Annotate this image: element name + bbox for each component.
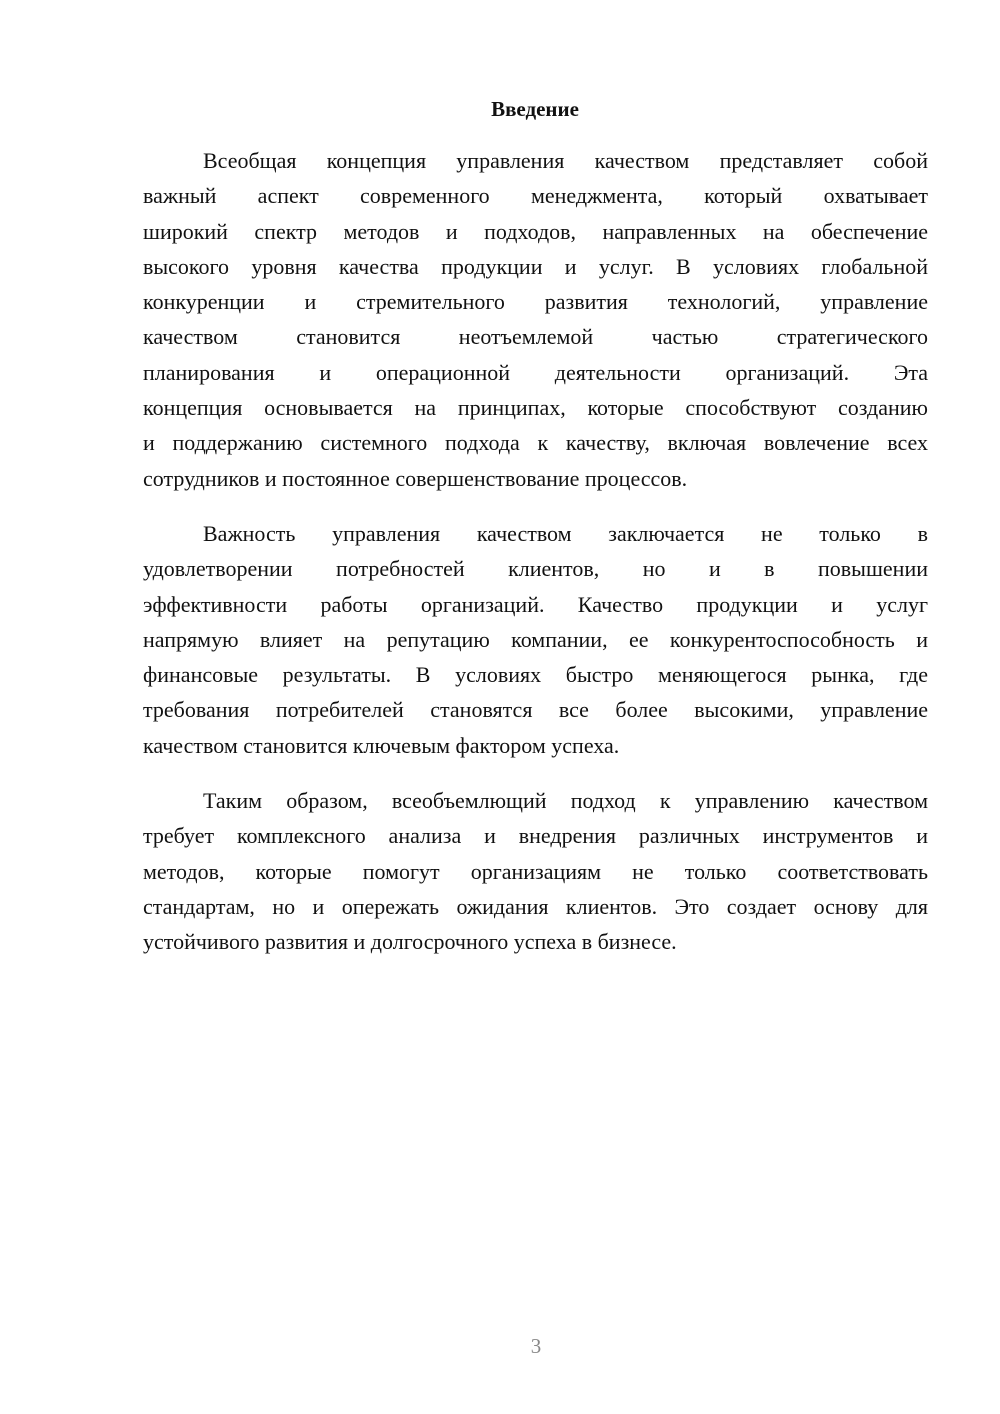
text-line: Всеобщая концепция управления качеством представляет собой: [203, 148, 928, 173]
text-line: важный аспект современного менеджмента, который охватывает: [143, 183, 928, 209]
text-line: методов, которые помогут организациям не только соответствовать: [143, 858, 928, 884]
text-line: устойчивого развития и долгосрочного успеха в бизнесе.: [143, 929, 677, 955]
page-title: Введение: [491, 97, 579, 121]
text-line: планирования и операционной деятельности организаций. Эта: [143, 359, 928, 385]
text-line: широкий спектр методов и подходов, направленных на обеспечение: [143, 218, 928, 244]
text-line: Важность управления качеством заключается не только в: [203, 520, 928, 546]
text-line: качеством становится ключевым фактором успеха.: [143, 732, 620, 758]
text-line: сотрудников и постоянное совершенствование процессов.: [143, 465, 688, 491]
text-line: требования потребителей становятся все более высокими, управление: [143, 697, 928, 723]
text-line: стандартам, но и опережать ожидания клиентов. Это создает основу для: [143, 893, 928, 919]
text-line: конкуренции и стремительного развития технологий, управление: [143, 289, 928, 315]
text-line: финансовые результаты. В условиях быстро меняющегося рынка, где: [143, 662, 928, 688]
page-number: 3: [530, 1334, 542, 1358]
text-line: качеством становится неотъемлемой частью стратегического: [143, 324, 928, 350]
text-line: требует комплексного анализа и внедрения различных инструментов и: [143, 823, 928, 849]
paragraph: [143, 143, 928, 496]
text-line: концепция основывается на принципах, которые способствуют созданию: [143, 395, 928, 421]
text-line: высокого уровня качества продукции и услуг. В условиях глобальной: [143, 253, 928, 279]
text-line: Таким образом, всеобъемлющий подход к управлению качеством: [203, 788, 928, 814]
text-line: и поддержанию системного подхода к качеству, включая вовлечение всех: [143, 430, 928, 456]
document-body: [143, 143, 928, 980]
paragraph: [143, 783, 928, 959]
text-line: удовлетворении потребностей клиентов, но и в повышении: [143, 556, 928, 582]
text-line: напрямую влияет на репутацию компании, ее конкурентоспособность и: [143, 626, 928, 652]
paragraph: [143, 516, 928, 763]
text-line: эффективности работы организаций. Качество продукции и услуг: [143, 591, 928, 617]
